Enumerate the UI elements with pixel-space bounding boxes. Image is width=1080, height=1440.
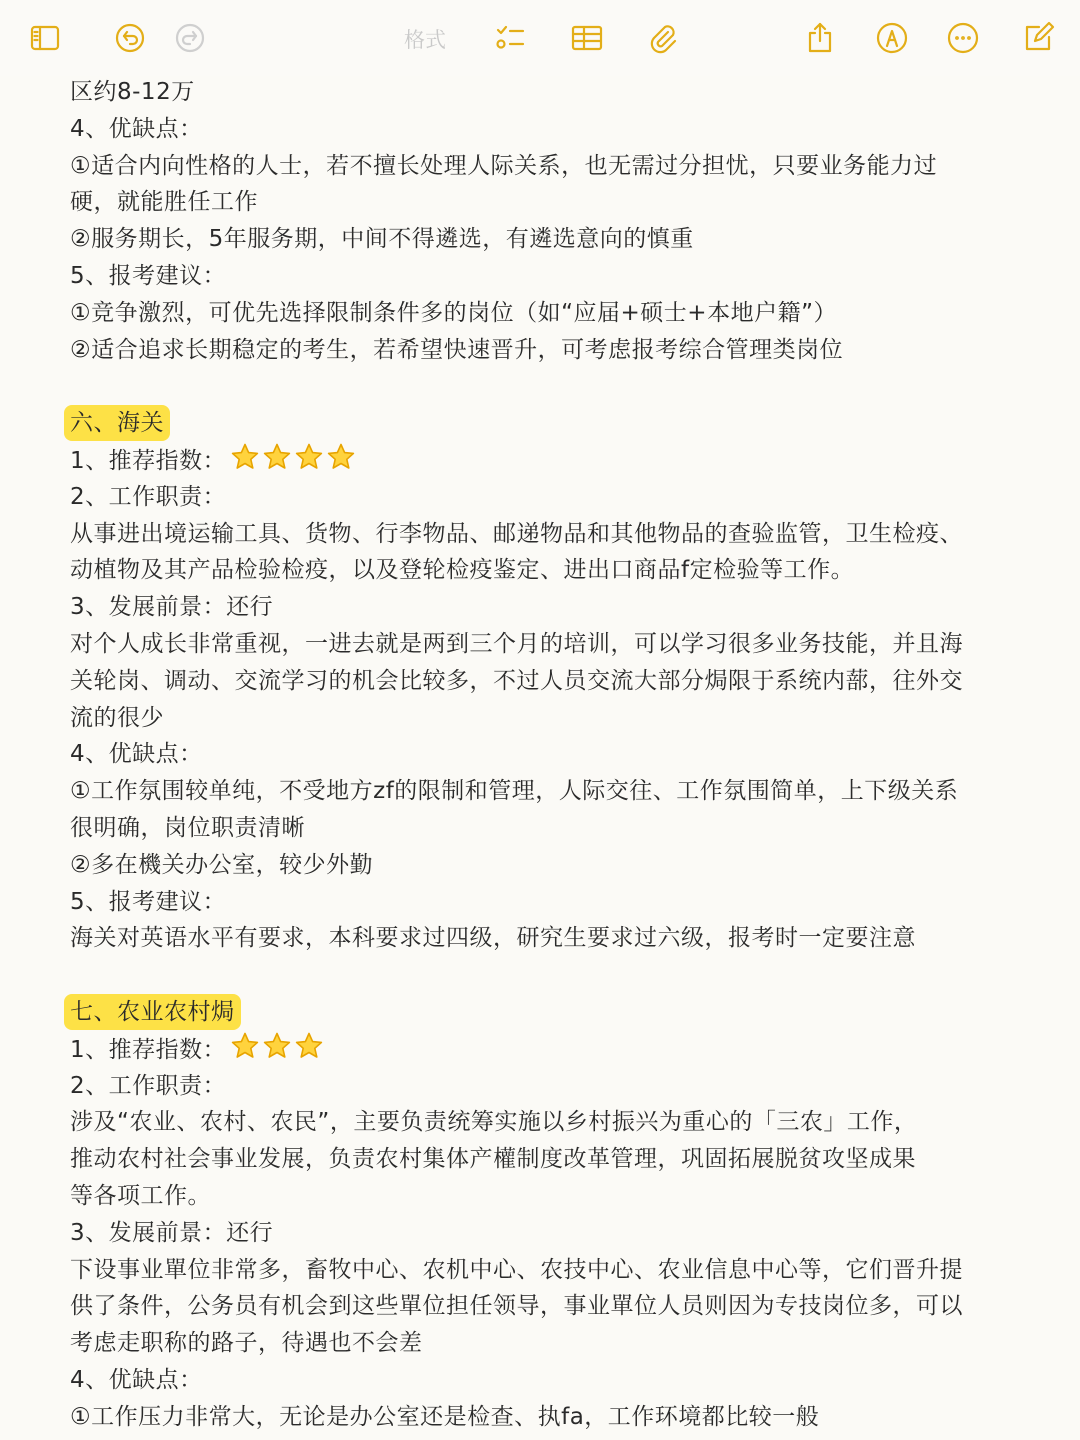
note-line: 下设事业單位非常多，畜牧中心、农机中心、农技中心、农业信息中心等，它们晋升提 bbox=[70, 1256, 963, 1283]
star-icon bbox=[230, 442, 260, 472]
blank-line bbox=[70, 368, 1010, 405]
more-icon[interactable] bbox=[943, 18, 983, 58]
note-line: 3、发展前景：还行 bbox=[70, 1219, 274, 1246]
note-line: 流的很少 bbox=[70, 704, 164, 731]
format-button[interactable]: 格式 bbox=[404, 28, 446, 52]
note-line: 硬，就能胜任工作 bbox=[70, 189, 258, 216]
checklist-icon[interactable] bbox=[490, 18, 530, 58]
table-icon[interactable] bbox=[567, 18, 607, 58]
note-line: ②服务期长，5年服务期，中间不得遴选，有遴选意向的慎重 bbox=[70, 226, 694, 253]
note-line: 海关对英语水平有要求，本科要求过四级，研究生要求过六级，报考时一定要注意 bbox=[70, 925, 916, 952]
section-heading-row bbox=[70, 994, 1010, 1031]
note-line: 供了条件，公务员有机会到这些單位担任领导，事业單位人员则因为专技岗位多，可以 bbox=[70, 1293, 963, 1320]
note-line: 动植物及其产品检验检疫，以及登轮检疫鉴定、进出口商品f定检验等工作。 bbox=[70, 557, 855, 584]
share-icon[interactable] bbox=[800, 18, 840, 58]
note-line: ①工作氛围较单纯，不受地方zf的限制和管理，人际交往、工作氛围简单，上下级关系 bbox=[70, 778, 959, 805]
note-line: ①竞争激烈，可优先选择限制条件多的岗位（如“应届+硕士+本地户籍”） bbox=[70, 299, 837, 326]
star-icon bbox=[262, 442, 292, 472]
redo-icon[interactable] bbox=[170, 18, 210, 58]
rating-label: 1、推荐指数： bbox=[70, 1036, 227, 1063]
star-rating bbox=[230, 442, 358, 484]
note-line: ②多在機关办公室，较少外勤 bbox=[70, 851, 374, 878]
note-line: 等各项工作。 bbox=[70, 1182, 211, 1209]
note-line: 2、工作职责： bbox=[70, 483, 227, 510]
note-line: 考虑走职称的路子，待遇也不会差 bbox=[70, 1330, 423, 1357]
section-heading-row bbox=[70, 405, 1010, 442]
undo-icon[interactable] bbox=[110, 18, 150, 58]
note-line: 关轮岗、调动、交流学习的机会比较多，不过人员交流大部分焗限于系统内蔀，往外交 bbox=[70, 667, 963, 694]
note-line: 对个人成长非常重视，一进去就是两到三个月的培训，可以学习很多业务技能，并且海 bbox=[70, 630, 963, 657]
paperclip-icon[interactable] bbox=[642, 18, 682, 58]
star-icon bbox=[294, 442, 324, 472]
blank-line bbox=[70, 957, 1010, 994]
notes-toolbar bbox=[0, 0, 1080, 76]
note-line: 4、优缺点： bbox=[70, 1366, 203, 1393]
note-line: 区约8-12万 bbox=[70, 79, 195, 105]
section-heading: 六、海关 bbox=[64, 405, 170, 441]
note-line: 很明确，岗位职责清晰 bbox=[70, 814, 305, 841]
note-line: 推动农村社会事业发展，负责农村集体产權制度改革管理，巩固拓展脱贫攻坚成果 bbox=[70, 1146, 916, 1173]
note-line: 3、发展前景：还行 bbox=[70, 594, 274, 621]
note-line: ②适合追求长期稳定的考生，若希望快速晋升，可考虑报考综合管理类岗位 bbox=[70, 336, 844, 363]
rating-row bbox=[70, 442, 1010, 479]
note-line: 4、优缺点： bbox=[70, 115, 203, 142]
note-line: ①适合内向性格的人士，若不擅长处理人际关系，也无需过分担忧，只要业务能力过 bbox=[70, 152, 938, 179]
star-icon bbox=[294, 1031, 324, 1061]
rating-row bbox=[70, 1031, 1010, 1068]
note-line: 从事进出境运输工具、货物、行李物品、邮递物品和其他物品的查验监管，卫生检疫、 bbox=[70, 520, 963, 547]
star-rating bbox=[230, 1031, 326, 1073]
note-line: 2、工作职责： bbox=[70, 1072, 227, 1099]
note-body[interactable] bbox=[70, 74, 1010, 1435]
note-line: 5、报考建议： bbox=[70, 262, 227, 289]
note-line: 5、报考建议： bbox=[70, 888, 227, 915]
section-heading: 七、农业农村焗 bbox=[64, 994, 241, 1030]
star-icon bbox=[262, 1031, 292, 1061]
note-line: 4、优缺点： bbox=[70, 741, 203, 768]
markup-pen-icon[interactable] bbox=[872, 18, 912, 58]
note-line: ①工作压力非常大，无论是办公室还是检查、执fa，工作环境都比较一般 bbox=[70, 1403, 820, 1430]
rating-label: 1、推荐指数： bbox=[70, 447, 227, 474]
note-line: 涉及“农业、农村、农民”，主要负责统筹实施以乡村振兴为重心的「三农」工作， bbox=[70, 1109, 918, 1136]
compose-icon[interactable] bbox=[1018, 18, 1058, 58]
star-icon bbox=[326, 442, 356, 472]
sidebar-icon[interactable] bbox=[25, 18, 65, 58]
star-icon bbox=[230, 1031, 260, 1061]
